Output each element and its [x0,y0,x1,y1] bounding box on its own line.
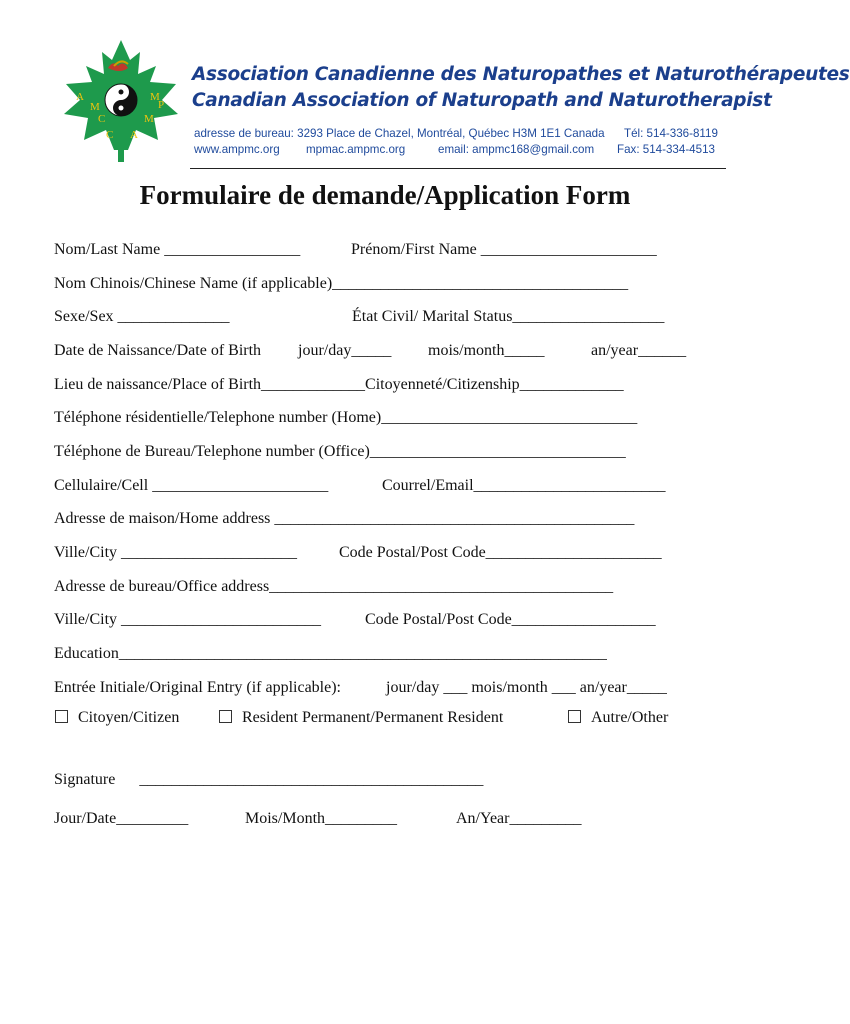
office-address: adresse de bureau: 3293 Place de Chazel, Montréal, Québec H3M 1E1 Canada [194,127,605,140]
permanent-resident-label: Resident Permanent/Permanent Resident [242,709,504,726]
form-title: Formulaire de demande/Application Form [139,180,631,210]
place-of-birth-citizenship-field[interactable]: Lieu de naissance/Place of Birth_____________Citoyenneté/Citizenship_____________ [54,376,624,393]
home-phone-field[interactable]: Téléphone résidentielle/Telephone number (Home)________________________________ [54,409,638,426]
logo-letter: P [158,99,165,111]
office-phone-field[interactable]: Téléphone de Bureau/Telephone number (Office)________________________________ [54,443,626,460]
dob-label: Date de Naissance/Date of Birth [54,342,262,359]
logo-letter: A [130,129,138,141]
other-checkbox[interactable] [568,710,581,723]
sign-month-field[interactable]: Mois/Month_________ [245,810,398,827]
org-name-english: Canadian Association of Naturopath and Naturotherapist [192,90,772,111]
education-field[interactable]: Education_____________________________________________________________ [54,645,607,662]
first-name-field[interactable]: Prénom/First Name ______________________ [351,241,657,258]
maple-leaf-yin-yang-icon [58,38,184,162]
permanent-resident-checkbox[interactable] [219,710,232,723]
phone-number: Tél: 514-336-8119 [624,127,718,140]
email-field[interactable]: Courrel/Email________________________ [382,477,666,494]
logo-letter: C [106,129,114,141]
office-postal-code-field[interactable]: Code Postal/Post Code__________________ [365,611,656,628]
logo-letter: A [76,91,84,103]
original-entry-label: Entrée Initiale/Original Entry (if applicable): [54,679,341,696]
logo-letter: C [98,113,106,125]
office-address-field[interactable]: Adresse de bureau/Office address___________________________________________ [54,578,614,595]
sign-day-field[interactable]: Jour/Date_________ [54,810,189,827]
dob-day-field[interactable]: jour/day_____ [298,342,392,359]
status-citizen-option[interactable] [55,709,179,727]
other-label: Autre/Other [591,709,669,726]
marital-status-field[interactable]: État Civil/ Marital Status___________________ [352,308,665,325]
chinese-name-field[interactable]: Nom Chinois/Chinese Name (if applicable)_____________________________________ [54,275,629,292]
sex-field[interactable]: Sexe/Sex ______________ [54,308,230,325]
last-name-field[interactable]: Nom/Last Name _________________ [54,241,301,258]
home-postal-code-field[interactable]: Code Postal/Post Code______________________ [339,544,662,561]
sign-year-field[interactable]: An/Year_________ [456,810,582,827]
fax-number: Fax: 514-334-4513 [617,143,715,156]
status-resident-option[interactable] [219,709,503,727]
signature-field[interactable]: Signature ___________________________________________ [54,771,484,788]
home-city-field[interactable]: Ville/City ______________________ [54,544,298,561]
home-address-field[interactable]: Adresse de maison/Home address _____________________________________________ [54,510,635,527]
office-city-field[interactable]: Ville/City _________________________ [54,611,322,628]
cell-field[interactable]: Cellulaire/Cell ______________________ [54,477,329,494]
dob-year-field[interactable]: an/year______ [591,342,687,359]
citizen-label: Citoyen/Citizen [78,709,180,726]
website-link-secondary[interactable]: mpmac.ampmc.org [306,143,406,156]
logo-letter: M [90,101,100,113]
logo-letter: M [150,91,160,103]
letterhead [0,0,850,170]
original-entry-date-field[interactable]: jour/day ___ mois/month ___ an/year_____ [386,679,667,696]
citizen-checkbox[interactable] [55,710,68,723]
header-divider [190,168,726,169]
email-address[interactable]: email: ampmc168@gmail.com [438,143,595,156]
org-name-french: Association Canadienne des Naturopathes et Naturothérapeutes [192,64,850,85]
status-other-option[interactable] [568,709,668,727]
dob-month-field[interactable]: mois/month_____ [428,342,545,359]
website-link[interactable]: www.ampmc.org [194,143,280,156]
logo-letter: M [144,113,154,125]
